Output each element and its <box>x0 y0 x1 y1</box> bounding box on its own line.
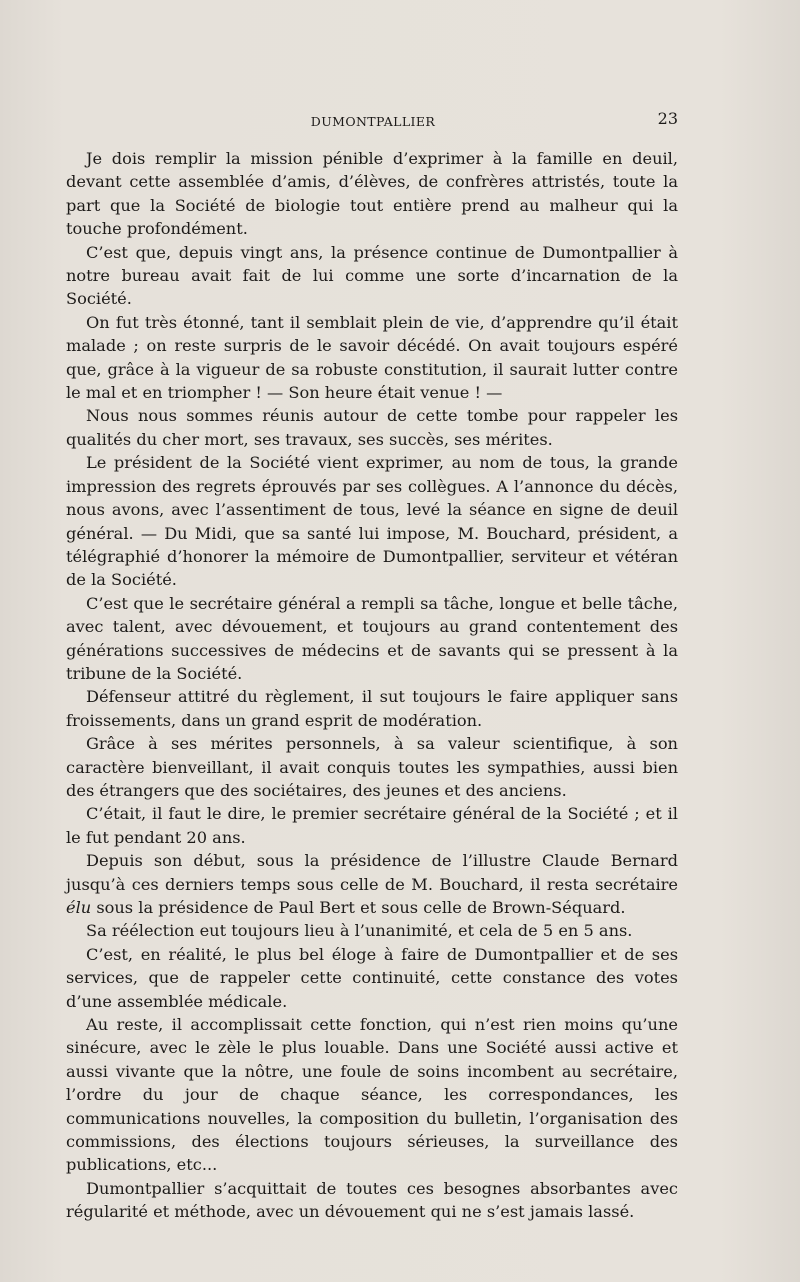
paragraph: C’est que, depuis vingt ans, la présence continue de Dumontpallier à notre bureau avait fait de lui comme une sorte d’incarnation de la Société. <box>66 242 678 309</box>
running-head: DUMONTPALLIER <box>310 114 436 129</box>
paragraph: C’est que le secrétaire général a rempli sa tâche, longue et belle tâche, avec talent, avec dévouement, et toujours au grand contentement des générations successives de médecins et de savants qui se pressent à la tribune de la Société. <box>66 593 678 683</box>
paragraph: C’était, il faut le dire, le premier secrétaire général de la Société ; et il le fut pendant 20 ans. <box>66 804 678 847</box>
page-header <box>68 108 678 132</box>
paragraph: Défenseur attitré du règlement, il sut toujours le faire appliquer sans froissements, dans un grand esprit de modération. <box>66 687 678 730</box>
paragraph: Nous nous sommes réunis autour de cette tombe pour rappeler les qualités du cher mort, ses travaux, ses succès, ses mérites. <box>66 406 678 449</box>
paragraph: C’est, en réalité, le plus bel éloge à faire de Dumontpallier et de ses services, que de rappeler cette continuité, cette constance des votes d’une assemblée médicale. <box>66 944 678 1011</box>
body-text <box>66 147 678 1224</box>
paragraph: Au reste, il accomplissait cette fonction, qui n’est rien moins qu’une sinécure, avec le zèle le plus louable. Dans une Société aussi active et aussi vivante que la nôtre, une foule de soins incombent au secrétaire, l’ordre du jour de chaque séance, les correspondances, les communications nouvelles, la composition du bulletin, l’organisation des commissions, des élections toujours sérieuses, la surveillance des publications, etc... <box>66 1015 678 1175</box>
paragraph: Le président de la Société vient exprimer, au nom de tous, la grande impression des regrets éprouvés par ses collègues. A l’annonce du décès, nous avons, avec l’assentiment de tous, levé la séance en signe de deuil général. — Du Midi, que sa santé lui impose, M. Bouchard, président, a télégraphié d’honorer la mémoire de Dumontpallier, serviteur et vétéran de la Société. <box>66 453 678 590</box>
page-number: 23 <box>657 109 678 128</box>
paragraph: Sa réélection eut toujours lieu à l’unanimité, et cela de 5 en 5 ans. <box>86 921 633 941</box>
paragraph: On fut très étonné, tant il semblait plein de vie, d’apprendre qu’il était malade ; on reste surpris de le savoir décédé. On avait toujours espéré que, grâce à la vigueur de sa robuste constitution, il saurait lutter contre le mal et en triompher ! — Son heure était venue ! — <box>66 312 678 403</box>
paragraph-text: sous la présidence de Paul Bert et sous celle de Brown-Séquard. <box>91 898 626 917</box>
paragraph: Je dois remplir la mission pénible d’exprimer à la famille en deuil, devant cette assemblée d’amis, d’élèves, de confrères attristés, toute la part que la Société de biologie tout entière prend au malheur qui la touche profondément. <box>66 149 678 239</box>
paragraph-text: Depuis son début, sous la présidence de l’illustre Claude Bernard jusqu’à ces derniers temps sous celle de M. Bouchard, il resta secrétaire <box>66 851 678 894</box>
paragraph: Dumontpallier s’acquittait de toutes ces besognes absorbantes avec régularité et méthode, avec un dévouement qui ne s’est jamais lassé. <box>66 1178 678 1222</box>
emphasis-text: élu <box>66 898 92 917</box>
paragraph <box>66 849 678 919</box>
paragraph: Grâce à ses mérites personnels, à sa valeur scientifique, à son caractère bienveillant, il avait conquis toutes les sympathies, aussi bien des étrangers que des sociétaires, des jeunes et des anciens. <box>66 734 678 800</box>
